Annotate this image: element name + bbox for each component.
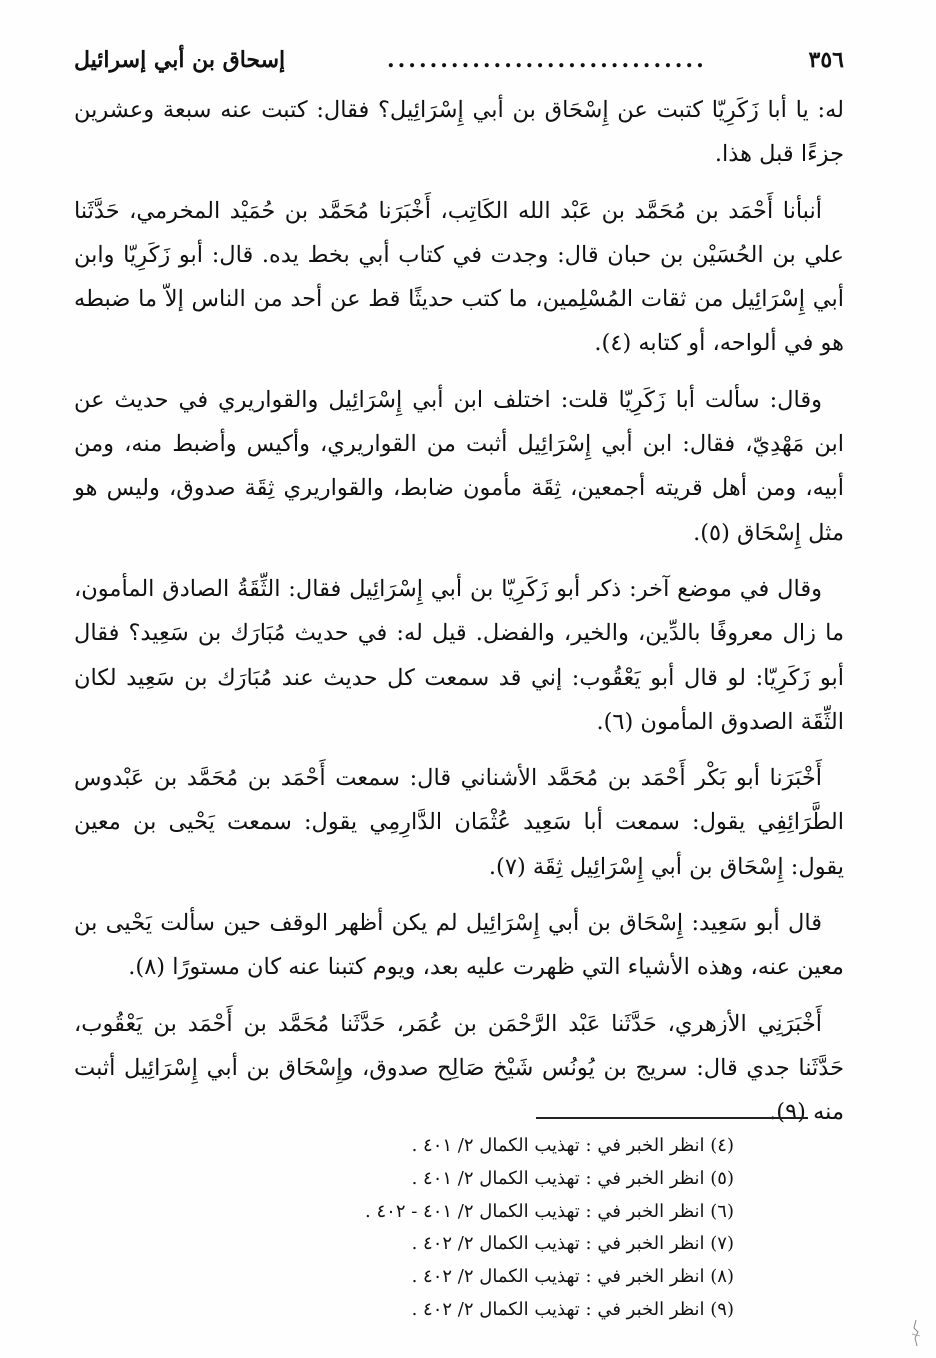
footnote: (٥) انظر الخبر في : تهذيب الكمال ٢/ ٤٠١ . <box>411 1167 734 1189</box>
footnote: (٩) انظر الخبر في : تهذيب الكمال ٢/ ٤٠٢ . <box>411 1298 734 1320</box>
footnotes <box>314 1130 734 1327</box>
scan-mark <box>906 1318 926 1348</box>
footnote-separator <box>536 1117 808 1119</box>
footnote: (٤) انظر الخبر في : تهذيب الكمال ٢/ ٤٠١ . <box>411 1135 734 1156</box>
header-leader-dots: .............................. <box>386 47 707 73</box>
running-header <box>74 40 844 80</box>
footnote: (٦) انظر الخبر في : تهذيب الكمال ٢/ ٤٠١ - ٤٠٢ . <box>365 1200 734 1222</box>
paragraph: قال أبو سَعِيد: إِسْحَاق بن أبي إِسْرَائِيل لم يكن أظهر الوقف حين سألت يَحْيى بن معين عنه، وهذه الأشياء التي ظهرت عليه بعد، ويوم كتبنا عنه كان مستورًا (٨). <box>74 910 844 981</box>
page-number: ٣٥٦ <box>808 47 844 73</box>
footnote: (٧) انظر الخبر في : تهذيب الكمال ٢/ ٤٠٢ . <box>411 1233 734 1255</box>
footnote: (٨) انظر الخبر في : تهذيب الكمال ٢/ ٤٠٢ . <box>411 1266 734 1288</box>
paragraph: أَخْبَرَنا أبو بَكْر أَحْمَد بن مُحَمَّد الأشناني قال: سمعت أَحْمَد بن مُحَمَّد بن عَبْدوس الطَّرَائِفِي يقول: سمعت أبا سَعِيد عُثْمَان الدَّارِمِي يقول: سمعت يَحْيى بن معين يقول: إِسْحَاق بن أبي إِسْرَائِيل ثِقَة (٧). <box>74 765 844 880</box>
paragraph: وقال في موضع آخر: ذكر أبو زَكَرِيّا بن أبي إِسْرَائِيل فقال: الثِّقَةُ الصادق المأمون، ما زال معروفًا بالدِّين، والخير، والفضل. قيل له: في حديث مُبَارَك بن سَعِيد؟ فقال أبو زَكَرِيّا: لو قال أبو يَعْقُوب: إني قد سمعت كل حديث عند مُبَارَك بن سَعِيد لكان الثِّقَة الصدوق المأمون (٦). <box>74 575 844 735</box>
paragraph: له: يا أبا زَكَرِيّا كتبت عن إِسْحَاق بن أبي إِسْرَائِيل؟ فقال: كتبت عنه سبعة وعشرين جزءًا قبل هذا. <box>74 97 844 168</box>
paragraph: وقال: سألت أبا زَكَرِيّا قلت: اختلف ابن أبي إِسْرَائِيل والقواريري في حديث عن ابن مَهْدِيّ، فقال: ابن أبي إِسْرَائِيل أثبت من القواريري، وأكيس وأضبط منه، ومن أبيه، ومن أهل قريته أجمعين، ثِقَة مأمون ضابط، والقواريري ثِقَة صدوق، وليس هو مثل إِسْحَاق (٥). <box>74 386 844 546</box>
main-text <box>74 88 844 1147</box>
running-title: إسحاق بن أبي إسرائيل <box>74 47 286 73</box>
paragraph: أَخْبَرَنِي الأزهري، حَدَّثَنا عَبْد الرَّحْمَن بن عُمَر، حَدَّثَنا مُحَمَّد بن أَحْمَد بن يَعْقُوب، حَدَّثَنا جدي قال: سريج بن يُونُس شَيْخ صَالِح صدوق، وإِسْحَاق بن أبي إِسْرَائِيل أثبت منه (٩). <box>74 1010 844 1126</box>
paragraph: أنبأنا أَحْمَد بن مُحَمَّد بن عَبْد الله الكَاتِب، أَخْبَرَنا مُحَمَّد بن حُمَيْد المخرمي، حَدَّثَنا علي بن الحُسَيْن بن حبان قال: وجدت في كتاب أبي بخط يده. قال: أبو زَكَرِيّا وابن أبي إِسْرَائِيل من ثقات المُسْلِمين، ما كتب حديثًا قط عن أحد من الناس إلاّ ما ضبطه هو في ألواحه، أو كتابه (٤). <box>74 197 844 357</box>
